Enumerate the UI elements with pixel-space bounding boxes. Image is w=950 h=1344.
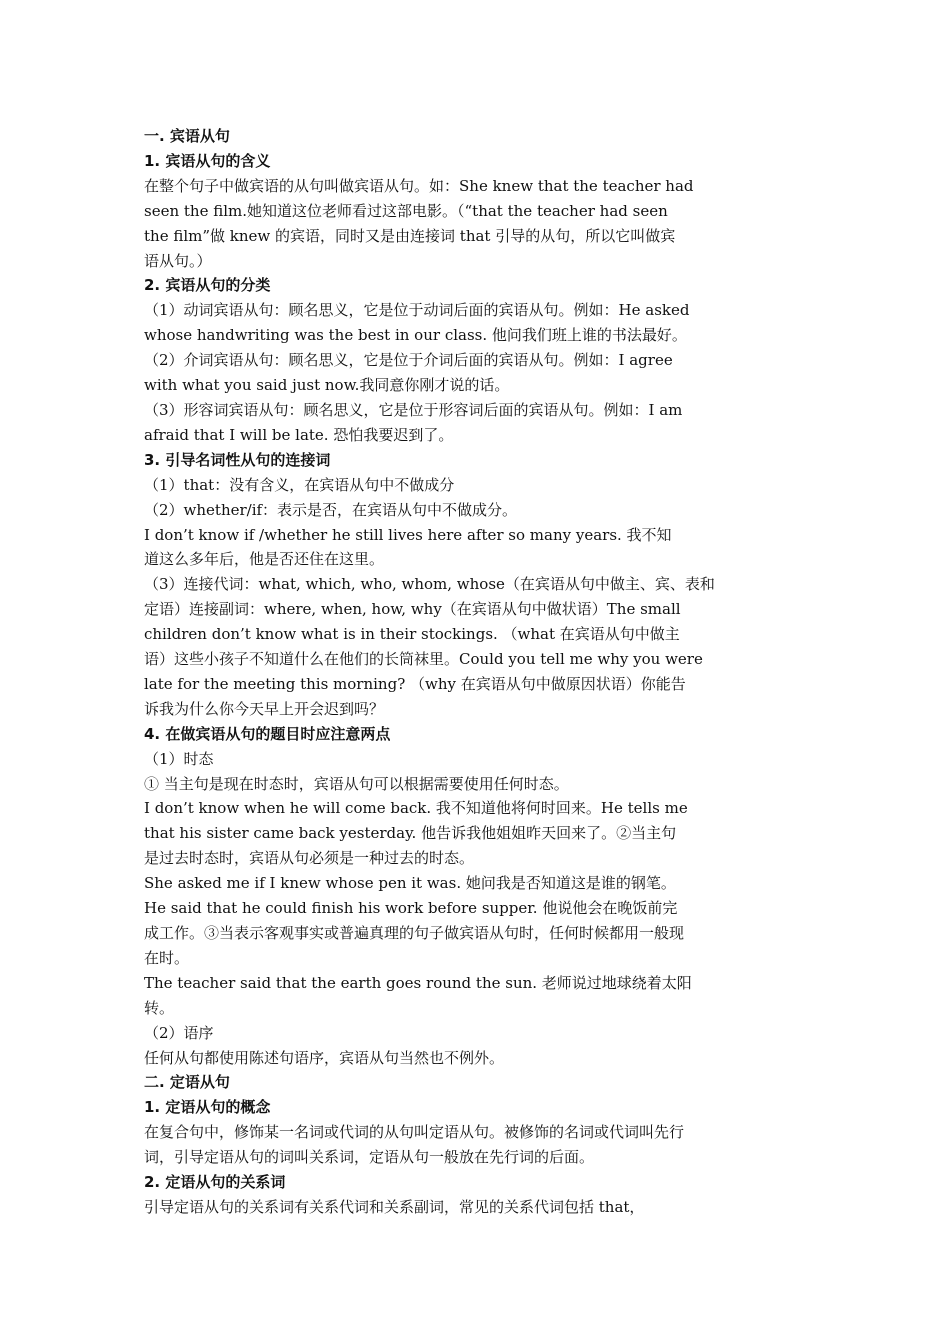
body-text-line: （1）that：没有含义，在宾语从句中不做成分 [144, 475, 455, 494]
body-text-line: 在复合句中，修饰某一名词或代词的从句叫定语从句。被修饰的名词或代词叫先行 [144, 1123, 685, 1142]
body-text-line: the film”做 knew 的宾语，同时又是由连接词 that 引导的从句，所以它叫做宾 [144, 226, 676, 245]
section-heading: 2. 定语从句的关系词 [144, 1173, 286, 1192]
body-text-line: 是过去时态时，宾语从句必须是一种过去的时态。 [144, 849, 475, 868]
body-text-line: children don’t know what is in their stockings. （what 在宾语从句中做主 [144, 625, 680, 644]
body-text-line: whose handwriting was the best in our class. 他问我们班上谁的书法最好。 [144, 326, 687, 345]
body-text-line: 语从句。） [144, 251, 212, 270]
section-heading: 3. 引导名词性从句的连接词 [144, 450, 331, 469]
body-text-line: late for the meeting this morning? （why 在宾语从句中做原因状语）你能告 [144, 674, 686, 693]
body-text-line: （3）形容词宾语从句：顾名思义，它是位于形容词后面的宾语从句。例如：I am [144, 400, 683, 419]
body-text-line: （2）whether/if：表示是否，在宾语从句中不做成分。 [144, 500, 518, 519]
body-text-line: （1）时态 [144, 749, 214, 768]
body-text-line: 转。 [144, 998, 175, 1017]
body-text-line: （2）介词宾语从句：顾名思义，它是位于介词后面的宾语从句。例如：I agree [144, 351, 673, 370]
body-text-line: 语）这些小孩子不知道什么在他们的长筒袜里。Could you tell me why you were [144, 650, 703, 669]
document-page [144, 124, 808, 1220]
body-text-line: 诉我为什么你今天早上开会迟到吗？ [144, 699, 385, 718]
body-text-line: 在整个句子中做宾语的从句叫做宾语从句。如：She knew that the teacher had [144, 176, 694, 195]
body-text-line: 在时。 [144, 948, 190, 967]
body-text-line: 任何从句都使用陈述句语序，宾语从句当然也不例外。 [144, 1048, 505, 1067]
body-text-line: I don’t know when he will come back. 我不知道他将何时回来。He tells me [144, 799, 688, 818]
body-text-line: 道这么多年后，他是否还住在这里。 [144, 550, 385, 569]
section-heading: 一. 宾语从句 [144, 127, 230, 145]
section-heading: 二. 定语从句 [144, 1073, 230, 1092]
body-text-line: 定语）连接副词：where, when, how, why（在宾语从句中做状语）The small [144, 600, 681, 619]
body-text-line: 引导定语从句的关系词有关系代词和关系副词，常见的关系代词包括 that， [144, 1197, 645, 1216]
section-heading: 1. 宾语从句的含义 [144, 151, 271, 170]
body-text-line: （3）连接代词：what, which, who, whom, whose（在宾语从句中做主、宾、表和 [144, 575, 715, 594]
body-text-line: with what you said just now.我同意你刚才说的话。 [144, 376, 510, 395]
section-heading: 4. 在做宾语从句的题目时应注意两点 [144, 724, 391, 743]
body-text-line: 成工作。③当表示客观事实或普遍真理的句子做宾语从句时，任何时候都用一般现 [144, 924, 685, 942]
body-text-line: seen the film.她知道这位老师看过这部电影。（“that the teacher had seen [144, 201, 668, 220]
section-heading: 1. 定语从句的概念 [144, 1098, 271, 1117]
body-text-line: 词，引导定语从句的词叫关系词，定语从句一般放在先行词的后面。 [144, 1148, 595, 1167]
body-text-line: ① 当主句是现在时态时，宾语从句可以根据需要使用任何时态。 [144, 774, 569, 793]
body-text-line: The teacher said that the earth goes round the sun. 老师说过地球绕着太阳 [144, 973, 692, 992]
body-text-line: She asked me if I knew whose pen it was. 她问我是否知道这是谁的钢笔。 [144, 874, 676, 893]
body-text-line: （2）语序 [144, 1023, 214, 1042]
body-text-line: （1）动词宾语从句：顾名思义，它是位于动词后面的宾语从句。例如：He asked [144, 301, 690, 320]
body-text-line: I don’t know if /whether he still lives here after so many years. 我不知 [144, 525, 672, 544]
body-text-line: He said that he could finish his work before supper. 他说他会在晚饭前完 [144, 899, 678, 918]
body-text-line: afraid that I will be late. 恐怕我要迟到了。 [144, 425, 454, 444]
body-text-line: that his sister came back yesterday. 他告诉我他姐姐昨天回来了。②当主句 [144, 824, 677, 843]
section-heading: 2. 宾语从句的分类 [144, 276, 271, 295]
